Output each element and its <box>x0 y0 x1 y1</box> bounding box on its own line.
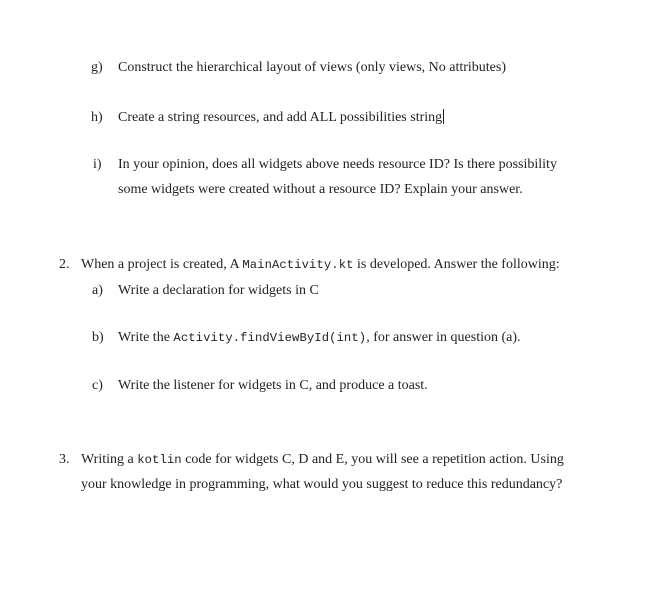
question-3-text-before: Writing a <box>81 452 138 467</box>
item-b-text-before: Write the <box>118 330 174 345</box>
question-3-code: kotlin <box>137 453 182 467</box>
question-3-line-2: your knowledge in programming, what would you suggest to reduce this redundancy? <box>81 477 563 492</box>
question-2-text <box>81 256 560 274</box>
question-2-code: MainActivity.kt <box>242 258 354 272</box>
text-cursor <box>443 109 444 124</box>
item-b-code: Activity.findViewById(int) <box>173 331 367 345</box>
item-h-marker: h) <box>91 110 103 125</box>
question-2-text-after: is developed. Answer the following: <box>353 257 560 272</box>
question-2-text-before: When a project is created, A <box>81 257 243 272</box>
item-g-marker: g) <box>91 60 103 75</box>
item-i-line-1: In your opinion, does all widgets above needs resource ID? Is there possibility <box>118 157 557 172</box>
item-a-marker: a) <box>92 283 103 298</box>
item-i-marker: i) <box>93 157 102 172</box>
item-h-text: Create a string resources, and add ALL possibilities string <box>118 110 443 125</box>
item-b-line <box>118 329 521 347</box>
question-3-line-1 <box>81 451 564 469</box>
item-b-marker: b) <box>92 330 104 345</box>
item-b-text-after: , for answer in question (a). <box>366 330 521 345</box>
question-3-text-after: code for widgets C, D and E, you will see a repetition action. Using <box>181 452 564 467</box>
item-g-text: Construct the hierarchical layout of views (only views, No attributes) <box>118 60 507 75</box>
item-c-text: Write the listener for widgets in C, and produce a toast. <box>118 378 428 393</box>
question-3-number: 3. <box>59 452 70 467</box>
item-a-text: Write a declaration for widgets in C <box>118 283 319 298</box>
item-h-line <box>118 109 444 127</box>
item-i-line-2: some widgets were created without a resource ID? Explain your answer. <box>118 182 523 197</box>
item-c-marker: c) <box>92 378 103 393</box>
question-2-number: 2. <box>59 257 70 272</box>
